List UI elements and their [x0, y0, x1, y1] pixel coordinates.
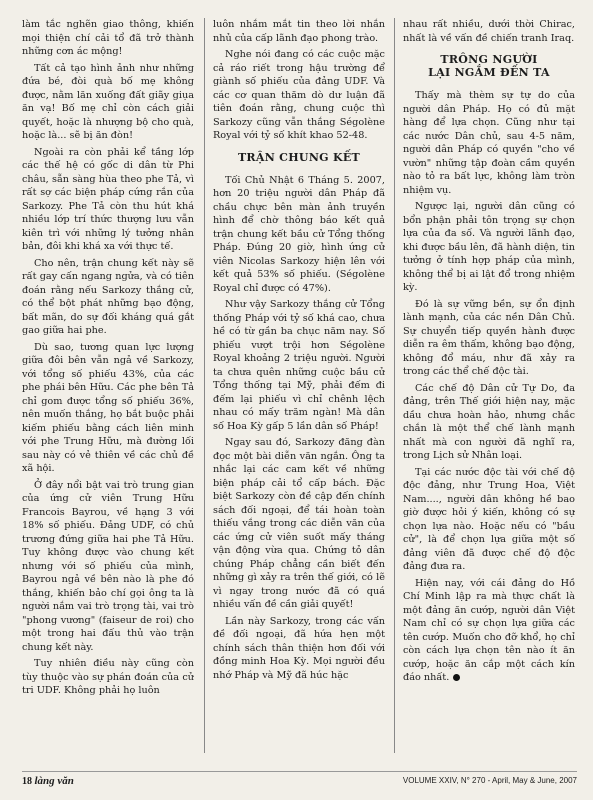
- paragraph-text: nhau rất nhiều, dưới thời Chirac, nhất là về vấn đề chiến tranh Iraq.: [403, 19, 575, 44]
- paragraph-text: Tại các nước độc tài với chế độ độc đảng, như Trung Hoa, Việt Nam...., người dân không hề bao giờ được hỏi ý kiến, không có sự chọn lựa nào. Hoặc nếu có "bầu cử", là để chọn lựa giữa một số đảng viên đã được chế độ độc đảng đưa ra.: [403, 466, 575, 572]
- page-footer: [22, 771, 577, 788]
- paragraph: [213, 174, 385, 296]
- magazine-name: làng văn: [34, 775, 74, 787]
- column-divider: [394, 18, 395, 753]
- paragraph-text: Đó là sự vững bền, sự ổn định lành mạnh, của các nền Dân Chủ. Sự chuyển tiếp quyền hành được diễn ra êm thấm, không bạo động, không đổ máu, như đã xảy ra trong các thể chế độc tài.: [403, 298, 575, 377]
- paragraph: [403, 89, 575, 197]
- paragraph: [213, 436, 385, 612]
- paragraph-text: Ngoài ra còn phải kể tầng lớp các thế hệ có gốc di dân từ Phi châu, sẵn sàng hùa theo phe Tả, vì rất sợ các biện pháp cứng rắn của Sarkozy. Phe Tả còn thu hút khá nhiều lớp trí thức thượng lưu vẫn kiên trì với những lý tưởng nhân bản, đôi khi khá xa với thực tế.: [22, 146, 194, 252]
- paragraph: [403, 200, 575, 295]
- paragraph-text: Hiện nay, với cái đảng do Hồ Chí Minh lập ra mà thực chất là một đảng ăn cướp, người dân Việt Nam chỉ có sự chọn lựa giữa các tên cướp. Muốn cho đỡ khổ, họ chỉ còn cách lựa chọn tên nào ít ăn cướp, hoặc ăn cắp một cách kín đáo nhất.: [403, 577, 575, 683]
- column-1: [22, 18, 194, 766]
- paragraph-text: luôn nhắm mắt tin theo lời nhắn nhủ của cấp lãnh đạo phong trào.: [213, 19, 385, 44]
- paragraph: [213, 48, 385, 143]
- paragraph-text: Tất cả tạo hình ảnh như những đứa bé, đòi quà bố mẹ không được, nằm lăn xuống đất giãy giụa ăn vạ! Bố mẹ chỉ còn cách giải quyết, hoặc là nhượng bộ cho quà, hoặc là... sẽ bị ăn đòn!: [22, 62, 194, 141]
- paragraph-text: làm tắc nghẽn giao thông, khiến mọi thiện chí cải tổ đã trở thành những cơn ác mộng!: [22, 19, 194, 57]
- section-heading: [213, 151, 385, 164]
- paragraph: [22, 657, 194, 698]
- paragraph: [22, 479, 194, 655]
- paragraph: [22, 341, 194, 476]
- paragraph: [22, 62, 194, 143]
- issue-info: VOLUME XXIV, N° 270 - April, May & June, 2007: [402, 776, 577, 785]
- paragraph-text: Thấy mà thèm sự tự do của người dân Pháp. Họ có đủ mặt hàng để lựa chọn. Cũng như tại các nước Dân chủ, sau 4-5 năm, người dân Pháp có quyền "cho về vườn" những tập đoàn cầm quyền nào tỏ ra bất lực, không làm tròn nhiệm vụ.: [403, 90, 575, 196]
- section-heading: [403, 53, 575, 79]
- paragraph-text: Tuy nhiên điều này cũng còn tùy thuộc vào sự phán đoán của cử tri UDF. Không phải họ luôn: [22, 658, 194, 696]
- paragraph: [403, 382, 575, 463]
- paragraph: [403, 18, 575, 45]
- column-divider: [204, 18, 205, 753]
- paragraph-text: Dù sao, tương quan lực lượng giữa đôi bên vẫn ngả về Sarkozy, với tổng số phiếu 43%, của các phe phái bên Hữu. Các phe bên Tả chỉ gom được tổng số phiếu 36%, nên muốn thắng, họ bắt buộc phải kiếm phiếu bằng cách liên minh với phe Trung Hữu, mà đường lối sau này có vẻ thiên về các chủ đề xã hội.: [22, 341, 194, 474]
- paragraph-text: Tối Chủ Nhật 6 Tháng 5. 2007, hơn 20 triệu người dân Pháp đã chầu chực bên màn ảnh truyền hình để chờ thông báo kết quả trận chung kết bầu cử Tổng thống Pháp. Đúng 20 giờ, hình ứng cử viên Nicolas Sarkozy hiện lên với kết quả 53% số phiếu. (Ségolène Royal chỉ được có 47%).: [213, 174, 385, 294]
- footer-left: [22, 775, 74, 787]
- section-heading-line: LẠI NGẮM ĐẾN TA: [428, 66, 550, 79]
- paragraph-text: Ngay sau đó, Sarkozy đăng đàn đọc một bài diễn văn ngắn. Ông ta nhắc lại các cam kết về những biện pháp cải tổ cấp bách. Đặc biệt Sarkozy còn đề cập đến chính sách đối ngoại, để tái hoàn toàn thiếu vắng trong các diễn văn của các ứng cử viên suốt mấy tháng vận động vừa qua. Chứng tỏ dân chúng Pháp chẳng cần biết đến những gì xảy ra trên thế giới, có lẽ vì ngay trong nước đã có quá nhiều vấn đề cần giải quyết!: [213, 437, 385, 610]
- paragraph-text: Nghe nói đang có các cuộc mặc cả ráo riết trong hậu trường để giành số phiếu của đảng UDF. Và các cơ quan thăm dò dư luận đã tiên đoán rằng, chung cuộc thì Sarkozy cũng vẫn thắng Ségolène Royal với tỷ số khít khao 52-48.: [213, 49, 385, 141]
- end-mark-icon: [453, 674, 460, 681]
- paragraph-text: Các chế độ Dân cử Tự Do, đa đảng, trên Thế giới hiện nay, mặc dầu chưa hoàn hảo, nhưng chắc chắn là một thể chế lành mạnh nhất mà con người đã nghĩ ra, trong Lịch sử Nhân loại.: [403, 382, 575, 461]
- paragraph: [403, 298, 575, 379]
- column-2: [213, 18, 385, 766]
- paragraph: [213, 298, 385, 433]
- page-number: 18: [22, 776, 32, 787]
- paragraph: [22, 257, 194, 338]
- paragraph: [213, 615, 385, 683]
- paragraph-text: Lần này Sarkozy, trong các vấn đề đối ngoại, đã hứa hẹn một chính sách thân thiện hơn đối với đồng minh Hoa Kỳ. Mọi người đều nhớ Pháp và Mỹ đã húc hặc: [213, 615, 385, 681]
- paragraph: [22, 18, 194, 59]
- article-page: [22, 18, 577, 766]
- paragraph-text: Cho nên, trận chung kết này sẽ rất gay cấn ngang ngửa, và có tiên đoán rằng nếu Sarkozy thắng cử, có thể bột phát những bạo động, bất mãn, do sự đối kháng quá gắt gao giữa hai phe.: [22, 257, 194, 336]
- paragraph-text: Ở đây nổi bật vai trò trung gian của ứng cử viên Trung Hữu Francois Bayrou, về hạng 3 với 18% số phiếu. Đảng UDF, có chủ trương đứng giữa hai phe Tả Hữu. Tuy không được vào chung kết nhưng với số phiếu của mình, Bayrou ngả về bên nào là phe đó thắng, khiến bảo chí gọi ông ta là người nắm vai trò trọng tài, vai trò "phong vương" (faiseur de roi) cho một trong hai đấu thủ vào trận chung kết này.: [22, 479, 194, 653]
- paragraph: [22, 146, 194, 254]
- paragraph-text: Ngược lại, người dân cũng có bổn phận phải tôn trọng sự chọn lựa của đa số. Và người lãnh đạo, khi được bầu lên, đã hành diện, tin tưởng ở tính hợp pháp của mình, không thể bị ai lật đổ trong nhiệm kỳ.: [403, 201, 575, 293]
- paragraph-text: Như vậy Sarkozy thắng cử Tổng thống Pháp với tỷ số khá cao, chưa hề có từ gần ba chục năm nay. Số phiếu vượt trội hơn Ségolène Royal khoảng 2 triệu người. Người ta chưa quên những cuộc bầu cử Tổng thống tại Mỹ, phải đếm đi đếm lại phiếu vì chỉ chênh lệch nhau có mấy trăm ngàn! Mà dân số Hoa Kỳ gấp 5 lần dân số Pháp!: [213, 299, 385, 432]
- column-3: [403, 18, 575, 766]
- section-heading-line: TRẬN CHUNG KẾT: [237, 150, 361, 164]
- paragraph: [403, 577, 575, 685]
- section-heading-line: TRÔNG NGƯỜI: [440, 53, 538, 66]
- paragraph: [213, 18, 385, 45]
- paragraph: [403, 466, 575, 574]
